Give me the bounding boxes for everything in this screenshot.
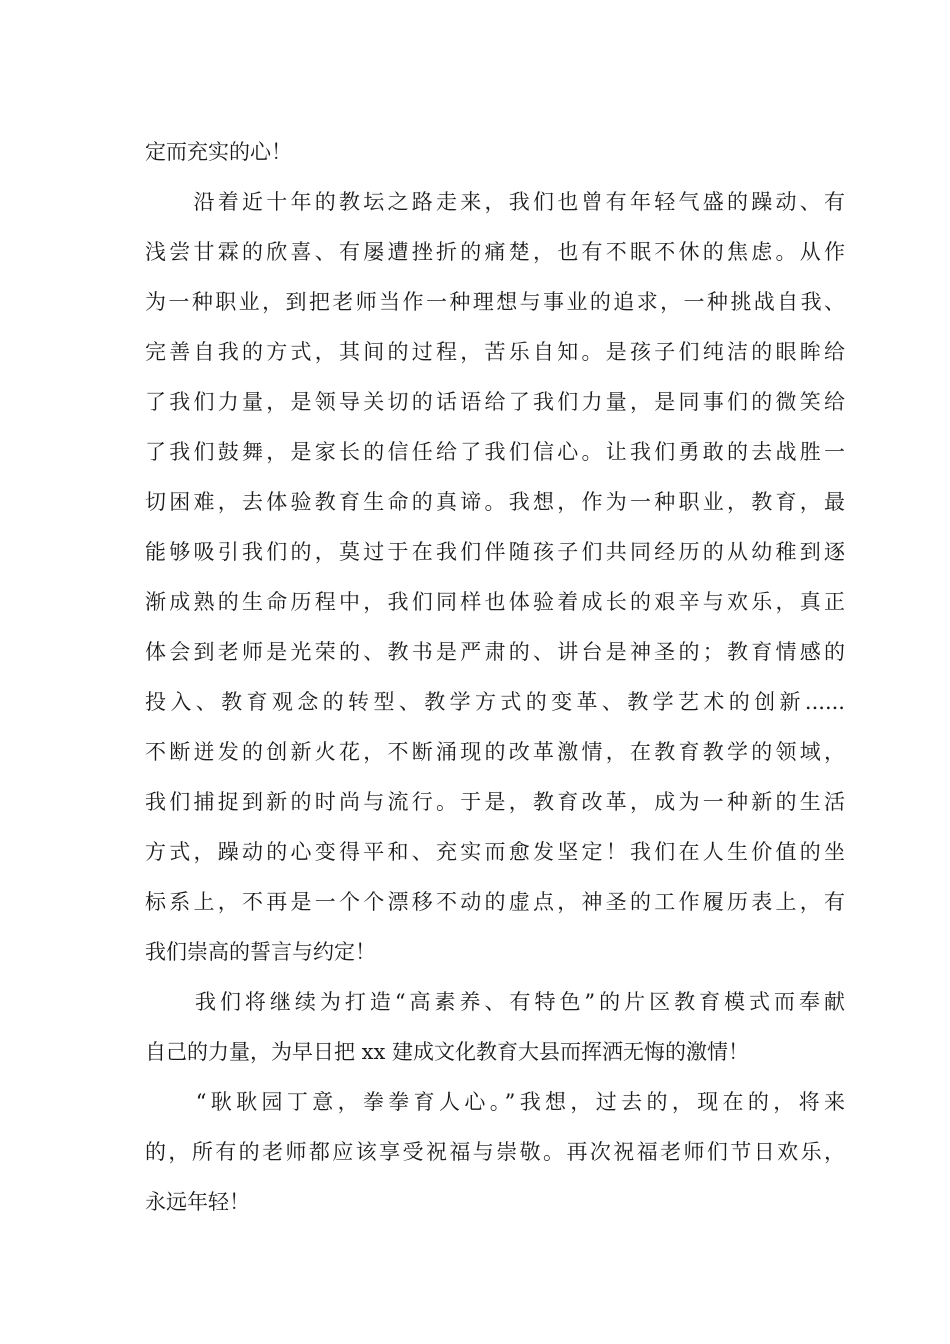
text-line: 定而充实的心！ [145,140,292,164]
text-line: “耿耿园丁意，拳拳育人心。”我想，过去的，现在的，将来 [145,1090,845,1114]
text-line: 体会到老师是光荣的、教书是严肃的、讲台是神圣的；教育情感的 [145,640,845,664]
text-line: 浅尝甘霖的欣喜、有屡遭挫折的痛楚，也有不眠不休的焦虑。从作 [145,240,845,264]
text-line: 永远年轻！ [145,1190,250,1214]
text-line: 渐成熟的生命历程中，我们同样也体验着成长的艰辛与欢乐，真正 [145,590,845,614]
text-line: 完善自我的方式，其间的过程，苦乐自知。是孩子们纯洁的眼眸给 [145,340,845,364]
text-line: 我们捕捉到新的时尚与流行。于是，教育改革，成为一种新的生活 [145,790,845,814]
paragraph-3 [145,977,845,1077]
text-line: 的，所有的老师都应该享受祝福与崇敬。再次祝福老师们节日欢乐， [145,1140,845,1164]
text-line: 投入、教育观念的转型、教学方式的变革、教学艺术的创新...... [145,690,845,714]
document-body [145,127,845,1227]
text-line: 了我们鼓舞，是家长的信任给了我们信心。让我们勇敢的去战胜一 [145,440,845,464]
text-line: 沿着近十年的教坛之路走来，我们也曾有年轻气盛的躁动、有 [145,190,845,214]
paragraph-2 [145,177,845,977]
paragraph-4 [145,1077,845,1227]
text-line: 方式，躁动的心变得平和、充实而愈发坚定！我们在人生价值的坐 [145,840,845,864]
text-line: 能够吸引我们的，莫过于在我们伴随孩子们共同经历的从幼稚到逐 [145,540,845,564]
text-line: 为一种职业，到把老师当作一种理想与事业的追求，一种挑战自我、 [145,290,845,314]
text-line: 切困难，去体验教育生命的真谛。我想，作为一种职业，教育，最 [145,490,845,514]
text-line: 了我们力量，是领导关切的话语给了我们力量，是同事们的微笑给 [145,390,845,414]
text-line: 自己的力量，为早日把 xx 建成文化教育大县而挥洒无悔的激情！ [145,1040,750,1064]
text-line: 我们将继续为打造“高素养、有特色”的片区教育模式而奉献 [145,990,845,1014]
paragraph-1 [145,127,845,177]
text-line: 标系上，不再是一个个漂移不动的虚点，神圣的工作履历表上，有 [145,890,845,914]
text-line: 我们崇高的誓言与约定！ [145,940,376,964]
text-line: 不断迸发的创新火花，不断涌现的改革激情，在教育教学的领域， [145,740,845,764]
